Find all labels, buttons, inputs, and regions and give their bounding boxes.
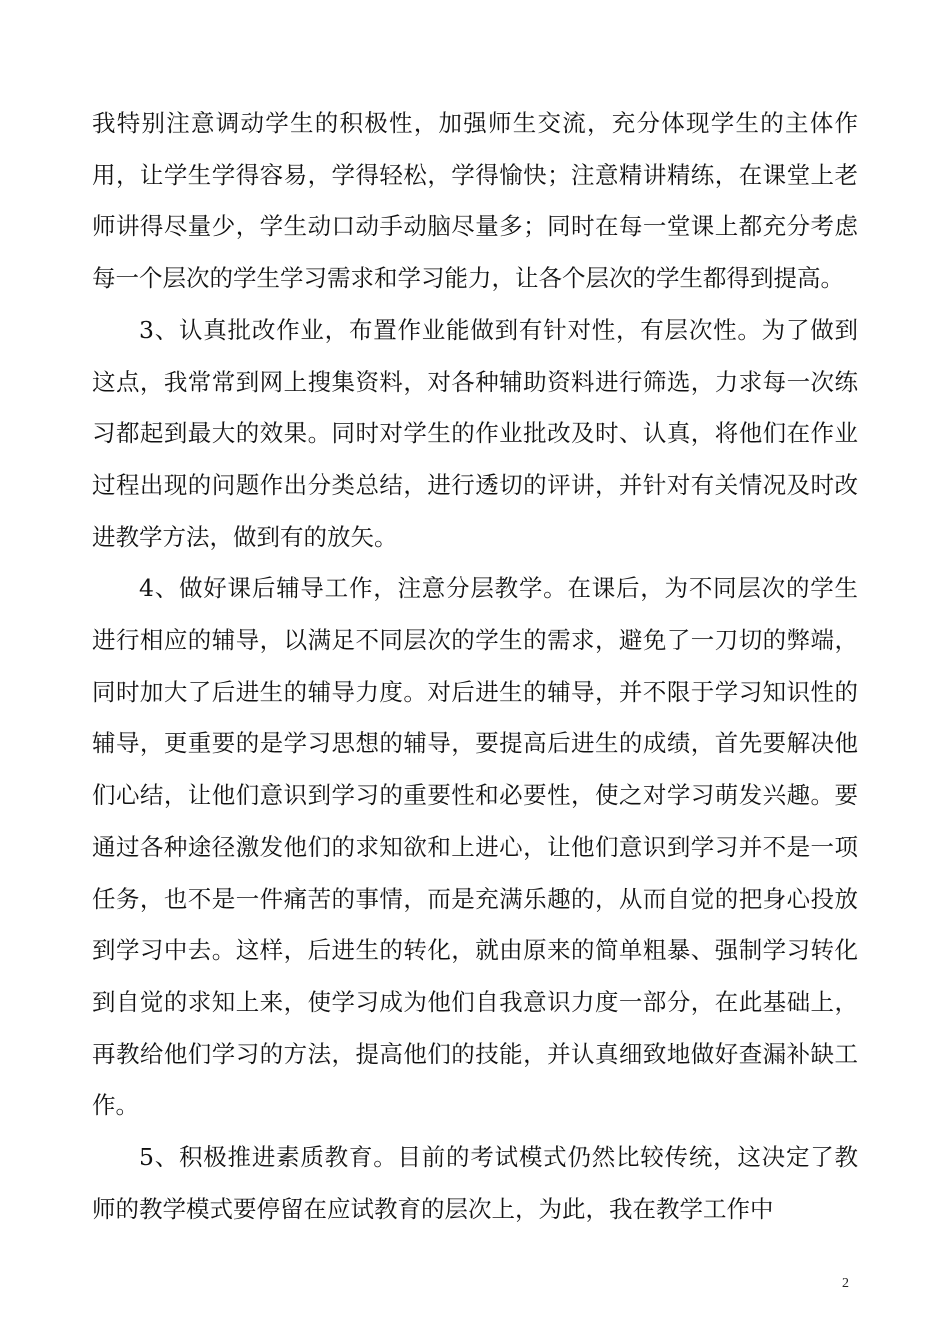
page-number: 2 bbox=[842, 1276, 849, 1291]
paragraph-continuation: 我特别注意调动学生的积极性，加强师生交流，充分体现学生的主体作用，让学生学得容易，学得轻松，学得愉快；注意精讲精练，在课堂上老师讲得尽量少，学生动口动手动脑尽量多；同时在每一堂课上都充分考虑每一个层次的学生学习需求和学习能力，让各个层次的学生都得到提高。 bbox=[92, 109, 858, 293]
paragraph-item-3: 3、认真批改作业，布置作业能做到有针对性，有层次性。为了做到这点，我常常到网上搜集资料，对各种辅助资料进行筛选，力求每一次练习都起到最大的效果。同时对学生的作业批改及时、认真，将他们在作业过程出现的问题作出分类总结，进行透切的评讲，并针对有关情况及时改进教学方法，做到有的放矢。 bbox=[92, 315, 858, 551]
paragraph-item-4: 4、做好课后辅导工作，注意分层教学。在课后，为不同层次的学生进行相应的辅导，以满足不同层次的学生的需求，避免了一刀切的弊端，同时加大了后进生的辅导力度。对后进生的辅导，并不限于学习知识性的辅导，更重要的是学习思想的辅导，要提高后进生的成绩，首先要解决他们心结，让他们意识到学习的重要性和必要性，使之对学习萌发兴趣。要通过各种途径激发他们的求知欲和上进心，让他们意识到学习并不是一项任务，也不是一件痛苦的事情，而是充满乐趣的，从而自觉的把身心投放到学习中去。这样，后进生的转化，就由原来的简单粗暴、强制学习转化到自觉的求知上来，使学习成为他们自我意识力度一部分，在此基础上，再教给他们学习的方法，提高他们的技能，并认真细致地做好查漏补缺工作。 bbox=[92, 574, 858, 1120]
document-body bbox=[92, 98, 858, 1235]
paragraph-item-5: 5、积极推进素质教育。目前的考试模式仍然比较传统，这决定了教师的教学模式要停留在应试教育的层次上，为此，我在教学工作中 bbox=[92, 1143, 858, 1223]
